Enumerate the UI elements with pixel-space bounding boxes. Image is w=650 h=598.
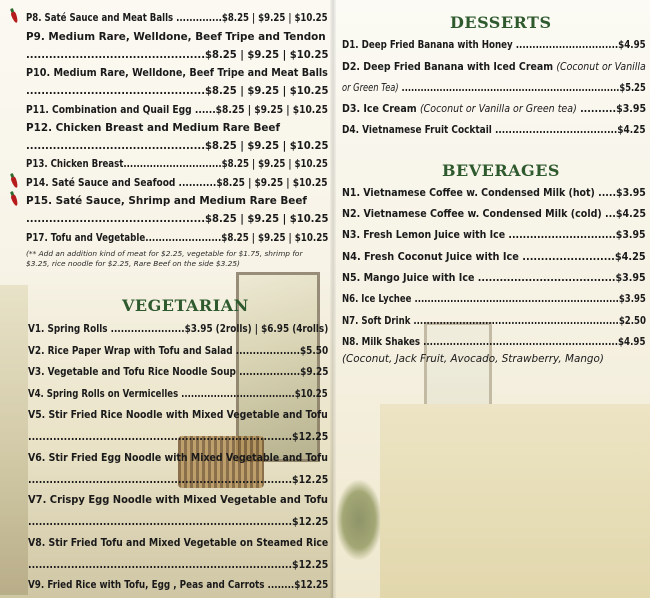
menu-item-v3: V3. Vegetable and Tofu Rice Noodle Soup ..................$9.25 [28,366,329,378]
d2-options: (Coconut or Vanilla [556,61,646,73]
beverages-title: BEVERAGES [442,161,560,180]
milk-shake-flavors: (Coconut, Jack Fruit, Avocado, Strawberry, Mango) [342,353,604,365]
d2-price: .....................................................................$5.25 [398,82,646,94]
vegetarian-title: VEGETARIAN [122,296,249,315]
menu-item-p12-name: P12. Chicken Breast and Medium Rare Beef [26,122,280,134]
menu-item-p13: P13. Chicken Breast..............................$8.25 | $9.25 | $10.25 [26,158,328,170]
menu-item-d2-price [342,81,646,95]
desserts-title: DESSERTS [450,13,552,32]
menu-item-v8-name: V8. Stir Fried Tofu and Mixed Vegetable on Steamed Rice [28,537,329,549]
menu-item-n3: N3. Fresh Lemon Juice with Ice ..............................$3.95 [342,229,646,241]
pho-addon-note-line2: $3.25, rice noodle for $2.25, Rare Beef on the side $3.25) [26,259,240,268]
menu-item-n8: N8. Milk Shakes ...........................................................$4.95 [342,336,646,348]
blank-card-area [380,404,650,598]
menu-item-p11: P11. Combination and Quail Egg ......$8.25 | $9.25 | $10.25 [26,104,328,116]
menu-item-p10-name: P10. Medium Rare, Welldone, Beef Tripe and Meat Balls [26,67,328,79]
d2-label: D2. Deep Fried Banana with Iced Cream [342,61,557,73]
menu-item-p10-price: ...............................................$8.25 | $9.25 | $10.25 [26,85,329,97]
menu-item-v2: V2. Rice Paper Wrap with Tofu and Salad ...................$5.50 [28,345,329,357]
menu-item-v7-name: V7. Crispy Egg Noodle with Mixed Vegetable and Tofu [28,494,328,506]
menu-item-n2: N2. Vietnamese Coffee w. Condensed Milk (cold) ...$4.25 [342,208,647,220]
d2-options-cont: or Green Tea) [342,82,399,94]
menu-item-p15-price: ...............................................$8.25 | $9.25 | $10.25 [26,213,329,225]
menu-item-n4: N4. Fresh Coconut Juice with Ice .........................$4.25 [342,251,646,263]
background-photo-left [0,285,28,595]
d3-label: D3. Ice Cream [342,103,420,115]
menu-item-p15-name: P15. Saté Sauce, Shrimp and Medium Rare Beef [26,195,307,207]
menu-item-v9: V9. Fried Rice with Tofu, Egg , Peas and Carrots ........$12.25 [28,579,329,591]
menu-item-p9-name: P9. Medium Rare, Welldone, Beef Tripe and Tendon [26,31,326,43]
menu-item-n7: N7. Soft Drink ...............................................................$2.50 [342,315,646,327]
menu-item-p9-price: ...............................................$8.25 | $9.25 | $10.25 [26,49,329,61]
menu-item-v5-name: V5. Stir Fried Rice Noodle with Mixed Vegetable and Tofu [28,409,328,421]
menu-item-n5: N5. Mango Juice with Ice ......................................$3.95 [342,272,646,284]
page-fold [330,0,336,598]
pho-addon-note-line1: (** Add an addition kind of meat for $2.25, vegetable for $1.75, shrimp for [26,249,303,258]
menu-item-v6-name: V6. Stir Fried Egg Noodle with Mixed Vegetable and Tofu [28,452,328,464]
menu-item-p8: P8. Saté Sauce and Meat Balls ..............$8.25 | $9.25 | $10.25 [26,12,328,24]
menu-item-v8-price: ..........................................................................$12.25 [28,559,329,571]
menu-item-n1: N1. Vietnamese Coffee w. Condensed Milk (hot) .....$3.95 [342,187,646,199]
menu-item-v1: V1. Spring Rolls ......................$3.95 (2rolls) | $6.95 (4rolls) [28,323,329,335]
menu-item-p14: P14. Saté Sauce and Seafood ...........$8.25 | $9.25 | $10.25 [26,177,328,189]
menu-item-v7-price: ..........................................................................$12.25 [28,516,329,528]
d3-price: ..........$3.95 [576,103,647,115]
plant-photo [336,480,382,560]
menu-item-p12-price: ...............................................$8.25 | $9.25 | $10.25 [26,140,329,152]
menu-item-d3 [342,102,646,116]
menu-item-v5-price: ..........................................................................$12.25 [28,431,329,443]
menu-item-d2-name [342,60,646,74]
menu-item-v6-price: ..........................................................................$12.25 [28,474,329,486]
menu-item-v4: V4. Spring Rolls on Vermicelles ...................................$10.25 [28,388,328,400]
menu-item-d1: D1. Deep Fried Banana with Honey ...............................$4.95 [342,39,646,51]
menu-item-d4: D4. Vietnamese Fruit Cocktail ....................................$4.25 [342,124,646,136]
d3-options: (Coconut or Vanilla or Green tea) [419,103,577,115]
menu-item-p17: P17. Tofu and Vegetable.......................$8.25 | $9.25 | $10.25 [26,232,329,244]
menu-item-n6: N6. Ice Lychee ...............................................................$3.95 [342,293,646,305]
